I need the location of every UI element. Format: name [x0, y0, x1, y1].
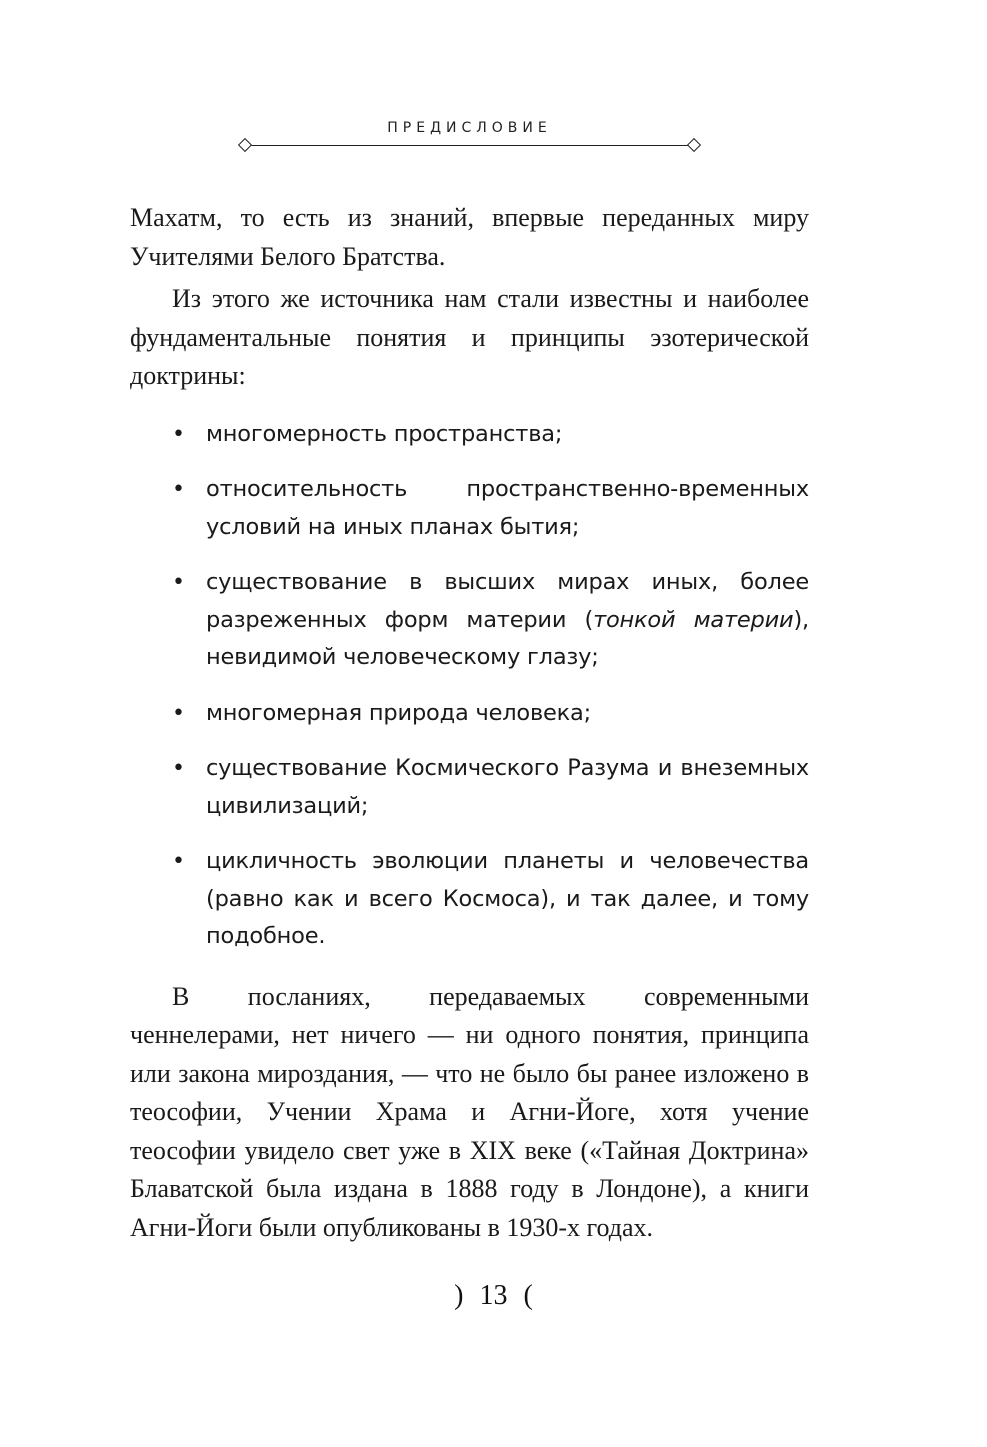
list-item [130, 843, 809, 956]
list-item-text: относительность пространственно-временных условий на иных планах бытия; [206, 476, 809, 540]
list-item-text: цикличность эволюции планеты и человечества (равно как и всего Космоса), и так далее, и тому подобное. [206, 848, 809, 949]
list-item-text: многомерность пространства; [206, 420, 563, 447]
list-item-text-before: существование в высших мирах иных, более разреженных форм материи ( [206, 569, 809, 633]
list-item-text: многомерная природа человека; [206, 699, 592, 726]
doctrine-list [130, 416, 809, 956]
list-item [130, 750, 809, 825]
header-title: ПРЕДИСЛОВИЕ [387, 120, 552, 136]
list-item [130, 416, 809, 454]
header-diamond-left-icon [238, 138, 252, 152]
running-header [238, 118, 701, 158]
list-item-text-italic: тонкой материи [593, 606, 794, 633]
list-item-text: существование Космического Разума и внеземных цивилизаций; [206, 755, 809, 819]
page-number-footer [0, 1280, 987, 1312]
header-rule [248, 145, 691, 146]
bullet-icon: • [172, 700, 185, 726]
list-item-text-after: ), невидимой человеческому глазу; [206, 606, 809, 670]
bullet-icon: • [172, 849, 185, 874]
list-item [130, 695, 809, 733]
list-item [130, 564, 809, 677]
page-body [130, 199, 809, 1247]
bullet-icon: • [172, 421, 185, 447]
header-diamond-right-icon [687, 138, 701, 152]
bullet-icon: • [172, 477, 185, 502]
page-number: 13 [479, 1280, 508, 1311]
bullet-icon: • [172, 756, 185, 781]
footer-left-mark: ) [454, 1280, 464, 1311]
list-item [130, 471, 809, 546]
footer-right-mark: ( [523, 1280, 533, 1311]
bullet-icon: • [172, 570, 185, 595]
paragraph-continuation: Махатм, то есть из знаний, впервые переданных миру Учителями Белого Братства. [130, 203, 809, 271]
paragraph-intro-list: Из этого же источника нам стали известны и наиболее фундаментальные понятия и принципы эзотерической доктрины: [130, 284, 809, 390]
paragraph-channeling: В посланиях, передаваемых современными ченнелерами, нет ничего — ни одного понятия, принципа или закона мироздания, — что не было бы ранее изложено в теософии, Учении Храма и Агни-Йоге, хотя учение теософии увидело свет уже в XIX веке («Тайная Доктрина» Блаватской была издана в 1888 году в Лондоне), а книги Агни-Йоги были опубликованы в 1930-х годах. [130, 981, 809, 1242]
